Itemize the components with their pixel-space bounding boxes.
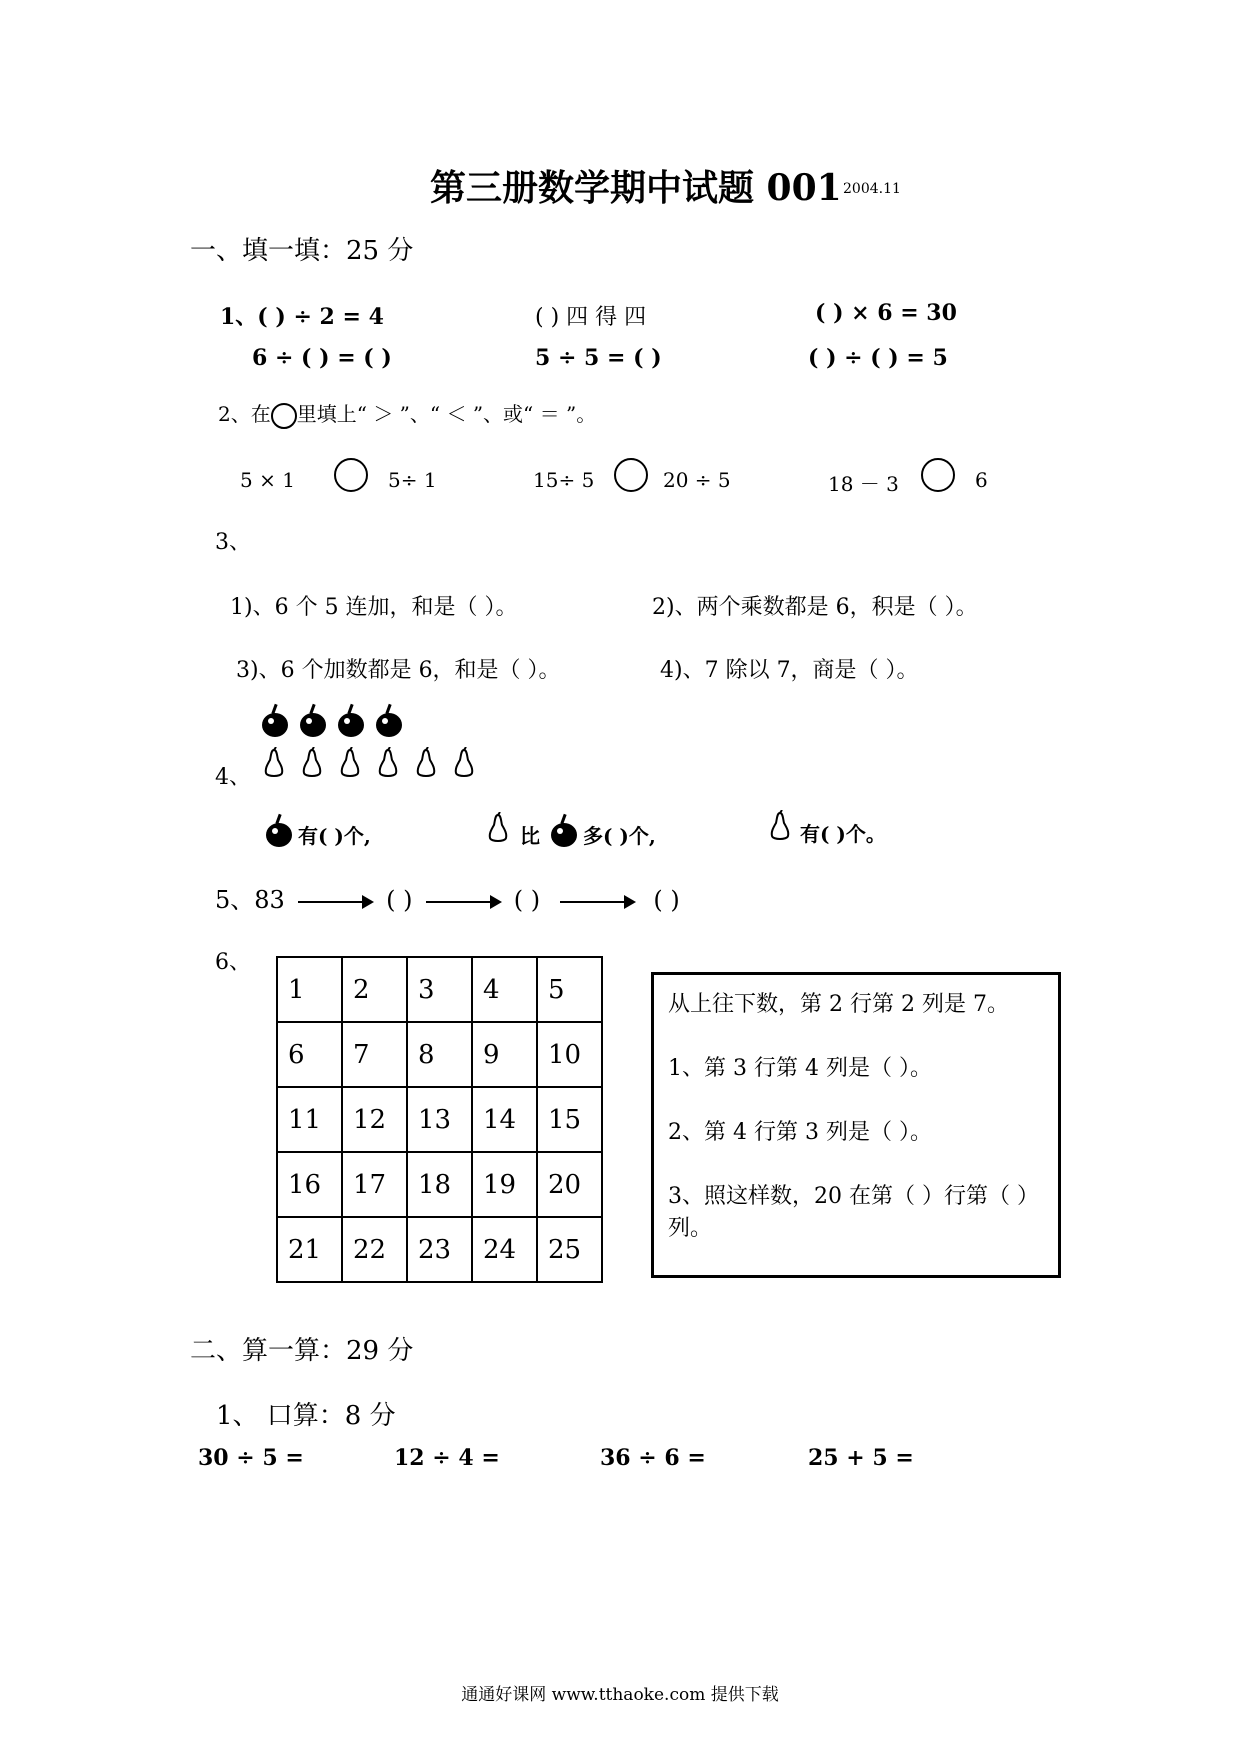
q5-blank-2: ( )	[513, 886, 541, 914]
pear-icon	[416, 747, 436, 779]
apple-icon	[266, 823, 292, 847]
pear-icon	[302, 747, 322, 779]
q1-d: 6 ÷ ( ) = ( )	[252, 345, 392, 371]
grid-cell: 18	[407, 1152, 472, 1217]
q4-a: 有( )个,	[298, 824, 371, 848]
arrow-right-icon	[298, 901, 372, 903]
grid-cell: 24	[472, 1217, 537, 1282]
grid-cell: 2	[342, 957, 407, 1022]
q6-item-3: 3、照这样数，20 在第（ ）行第（ ）列。	[668, 1184, 1039, 1241]
pear-icon	[378, 747, 398, 779]
q1-b: ( ) 四 得 四	[535, 305, 647, 330]
grid-cell: 11	[277, 1087, 342, 1152]
section2-sub: 1、 口算：8 分	[216, 1401, 396, 1431]
q2-item-1-circle[interactable]	[334, 458, 368, 492]
grid-cell: 16	[277, 1152, 342, 1217]
q2-item-2-left: 15÷ 5	[533, 468, 595, 492]
calc-item-4: 25 + 5 =	[808, 1445, 914, 1471]
grid-cell: 4	[472, 957, 537, 1022]
grid-cell: 7	[342, 1022, 407, 1087]
grid-cell: 13	[407, 1087, 472, 1152]
circle-icon	[271, 403, 297, 429]
pear-icon	[488, 812, 508, 844]
grid-cell: 23	[407, 1217, 472, 1282]
page-date: 2004.11	[843, 181, 901, 197]
q5-row	[215, 880, 680, 915]
q2-item-2-right: 20 ÷ 5	[663, 468, 731, 492]
number-grid	[276, 956, 603, 1283]
q4-c: 有( )个。	[800, 822, 886, 846]
grid-cell: 20	[537, 1152, 602, 1217]
q4-b-end: 多( )个,	[583, 824, 656, 848]
grid-cell: 5	[537, 957, 602, 1022]
q1-c: ( ) × 6 = 30	[815, 300, 957, 326]
q1-a: 1、( ) ÷ 2 = 4	[220, 304, 384, 330]
q3-s1: 1)、6 个 5 连加，和是（ ）。	[230, 595, 518, 620]
grid-cell: 21	[277, 1217, 342, 1282]
q4-label: 4、	[215, 765, 251, 790]
grid-cell: 25	[537, 1217, 602, 1282]
q6-item-2: 2、第 4 行第 3 列是（ ）。	[668, 1120, 932, 1145]
q5-label: 5、83	[215, 886, 285, 914]
q2-prompt-end: 里填上“ ＞ ”、“ ＜ ”、或“ ＝ ”。	[296, 402, 597, 426]
page-title: 第三册数学期中试题 001	[430, 167, 842, 209]
q3-s2: 2)、两个乘数都是 6，积是（ ）。	[652, 595, 978, 620]
grid-row	[277, 957, 602, 1022]
pear-icon	[454, 747, 474, 779]
apple-icon	[376, 713, 402, 737]
q3-s4: 4)、7 除以 7，商是（ ）。	[660, 658, 919, 683]
grid-row	[277, 1087, 602, 1152]
grid-cell: 12	[342, 1087, 407, 1152]
grid-cell: 17	[342, 1152, 407, 1217]
q2-item-3-circle[interactable]	[921, 458, 955, 492]
grid-cell: 9	[472, 1022, 537, 1087]
section2-heading: 二、算一算：29 分	[190, 1336, 414, 1366]
pear-icon	[340, 747, 360, 779]
calc-item-3: 36 ÷ 6 =	[600, 1445, 706, 1471]
q1-e: 5 ÷ 5 = ( )	[535, 345, 662, 371]
q1-f: ( ) ÷ ( ) = 5	[808, 345, 948, 371]
calc-item-2: 12 ÷ 4 =	[394, 1445, 500, 1471]
q3-s3: 3)、6 个加数都是 6，和是（ ）。	[236, 658, 561, 683]
q2-item-1-left: 5 × 1	[240, 468, 295, 492]
calc-item-1: 30 ÷ 5 =	[198, 1445, 304, 1471]
grid-row	[277, 1022, 602, 1087]
grid-cell: 14	[472, 1087, 537, 1152]
grid-cell: 15	[537, 1087, 602, 1152]
section1-heading: 一、填一填：25 分	[190, 236, 414, 266]
grid-cell: 19	[472, 1152, 537, 1217]
grid-row	[277, 1152, 602, 1217]
grid-cell: 22	[342, 1217, 407, 1282]
pear-icon	[264, 747, 284, 779]
q2-prompt	[218, 398, 596, 429]
q3-label: 3、	[215, 530, 251, 555]
q2-prompt-start: 2、在	[218, 402, 271, 426]
arrow-right-icon	[560, 901, 634, 903]
q2-item-1-right: 5÷ 1	[388, 468, 437, 492]
grid-row	[277, 1217, 602, 1282]
q4-b-mid: 比	[520, 824, 540, 848]
q6-item-1: 1、第 3 行第 4 列是（ ）。	[668, 1056, 932, 1081]
grid-cell: 3	[407, 957, 472, 1022]
q5-blank-1: ( )	[386, 886, 413, 914]
q6-question-box	[651, 972, 1061, 1278]
grid-cell: 8	[407, 1022, 472, 1087]
pear-icon	[770, 810, 790, 842]
q2-item-3-right: 6	[975, 468, 988, 492]
q6-label: 6、	[215, 950, 251, 975]
grid-cell: 10	[537, 1022, 602, 1087]
q2-item-3-left: 18 － 3	[828, 472, 899, 496]
footer: 通通好课网 www.tthaoke.com 提供下载	[461, 1685, 779, 1705]
apple-icon	[338, 713, 364, 737]
grid-cell: 1	[277, 957, 342, 1022]
arrow-right-icon	[426, 901, 500, 903]
apple-icon	[300, 713, 326, 737]
grid-cell: 6	[277, 1022, 342, 1087]
q2-item-2-circle[interactable]	[614, 458, 648, 492]
q6-intro: 从上往下数，第 2 行第 2 列是 7。	[668, 992, 1009, 1017]
apple-icon	[262, 713, 288, 737]
q5-blank-3: ( )	[653, 886, 680, 914]
apple-icon	[551, 823, 577, 847]
